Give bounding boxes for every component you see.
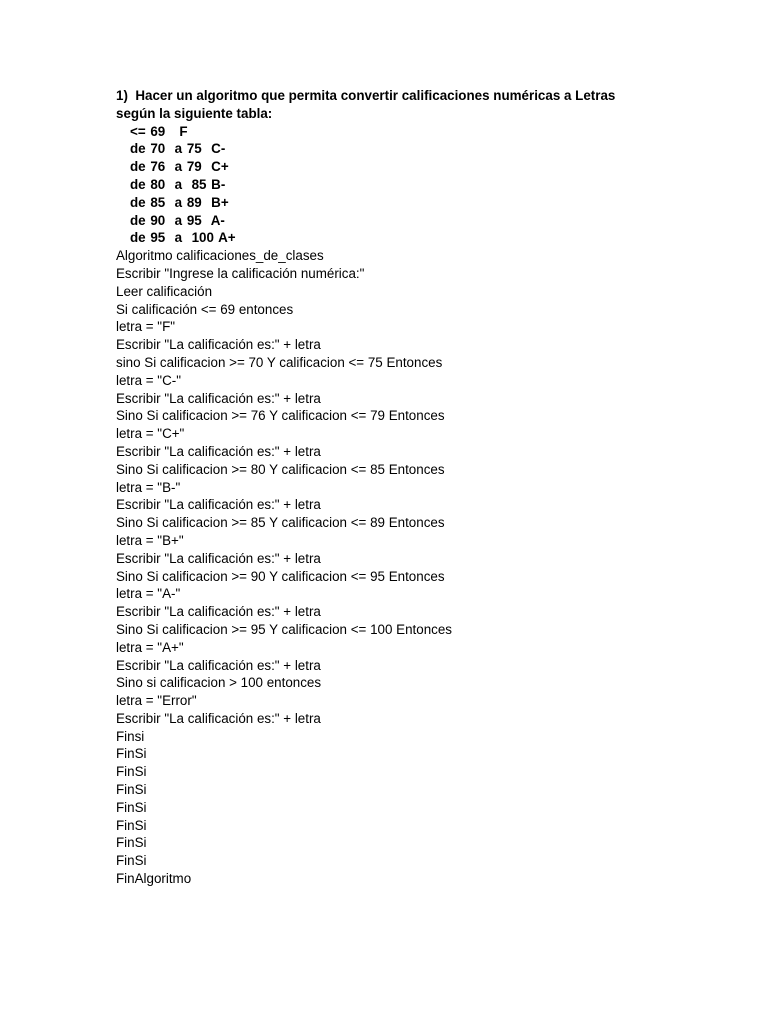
code-line: Escribir "La calificación es:" + letra	[116, 337, 321, 353]
exercise-heading-line-1: 1) Hacer un algoritmo que permita convertir calificaciones numéricas a Letras	[116, 88, 616, 103]
code-line: sino Si calificacion >= 70 Y calificacion <= 75 Entonces	[116, 354, 443, 370]
code-line: Escribir "La calificación es:" + letra	[116, 604, 321, 620]
grade-table	[116, 123, 736, 248]
code-line: FinSi	[116, 817, 147, 833]
algorithm-code	[116, 247, 736, 888]
grade-table-row: de 90 a 95 A-	[130, 212, 225, 228]
grade-table-row: de 85 a 89 B+	[130, 194, 229, 210]
exercise-heading-line-2: según la siguiente tabla:	[116, 105, 273, 121]
code-line: letra = "Error"	[116, 693, 197, 709]
code-line: Escribir "La calificación es:" + letra	[116, 550, 321, 566]
grade-table-row: de 95 a 100 A+	[130, 230, 236, 246]
grade-table-row: de 76 a 79 C+	[130, 159, 229, 175]
code-line: Finsi	[116, 728, 145, 744]
code-line: FinSi	[116, 853, 147, 869]
code-line: FinAlgoritmo	[116, 871, 192, 887]
code-line: Sino Si calificacion >= 80 Y calificacion <= 85 Entonces	[116, 461, 445, 477]
code-line: letra = "B-"	[116, 479, 181, 495]
grade-table-row: de 70 a 75 C-	[130, 141, 226, 157]
code-line: Sino Si calificacion >= 85 Y calificacion <= 89 Entonces	[116, 515, 445, 531]
code-line: Sino Si calificacion >= 90 Y calificacion <= 95 Entonces	[116, 568, 445, 584]
code-line: letra = "A-"	[116, 586, 181, 602]
code-line: letra = "B+"	[116, 532, 184, 548]
code-line: FinSi	[116, 764, 147, 780]
code-line: Escribir "La calificación es:" + letra	[116, 657, 321, 673]
grade-table-row: de 80 a 85 B-	[130, 176, 226, 192]
code-line: Escribir "La calificación es:" + letra	[116, 390, 321, 406]
code-line: FinSi	[116, 746, 147, 762]
code-line: Escribir "Ingrese la calificación numérica:"	[116, 265, 365, 281]
code-line: letra = "F"	[116, 319, 175, 335]
code-line: letra = "A+"	[116, 639, 184, 655]
grade-table-row: <= 69 F	[130, 123, 188, 139]
code-line: Escribir "La calificación es:" + letra	[116, 710, 321, 726]
document-page	[116, 87, 736, 888]
code-line: Sino Si calificacion >= 76 Y calificacion <= 79 Entonces	[116, 408, 445, 424]
code-line: Leer calificación	[116, 283, 213, 299]
code-line: FinSi	[116, 782, 147, 798]
code-line: FinSi	[116, 799, 147, 815]
code-line: Escribir "La calificación es:" + letra	[116, 497, 321, 513]
code-line: Algoritmo calificaciones_de_clases	[116, 248, 324, 264]
code-line: letra = "C-"	[116, 372, 181, 388]
code-line: Sino si calificacion > 100 entonces	[116, 675, 322, 691]
code-line: FinSi	[116, 835, 147, 851]
code-line: Si calificación <= 69 entonces	[116, 301, 294, 317]
code-line: Sino Si calificacion >= 95 Y calificacion <= 100 Entonces	[116, 621, 452, 637]
code-line: Escribir "La calificación es:" + letra	[116, 443, 321, 459]
code-line: letra = "C+"	[116, 426, 185, 442]
